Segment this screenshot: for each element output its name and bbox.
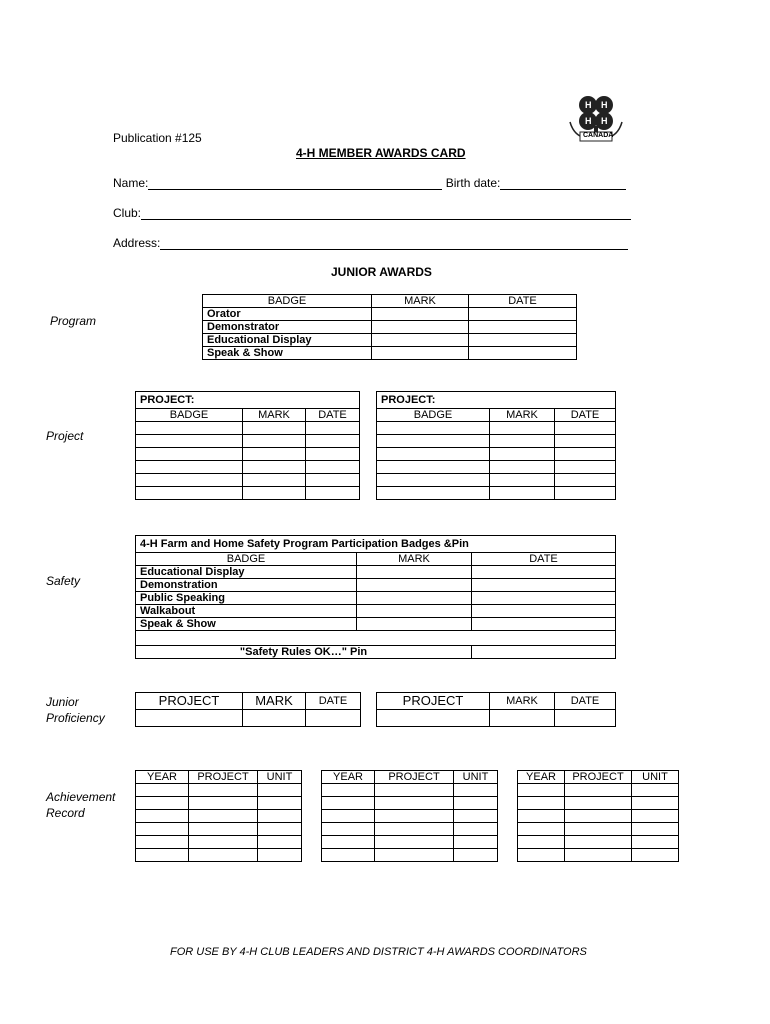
achievement-cell[interactable] (632, 849, 679, 862)
project-cell[interactable] (136, 422, 243, 435)
project-cell[interactable] (136, 435, 243, 448)
junior-awards-title: JUNIOR AWARDS (331, 265, 432, 279)
project-table-2 (376, 391, 616, 500)
achievement-table-3 (517, 770, 679, 862)
svg-text:H: H (601, 100, 608, 110)
project-title: PROJECT: (377, 392, 616, 409)
achievement-cell[interactable] (136, 849, 189, 862)
program-header-mark: MARK (372, 295, 469, 308)
program-table (202, 294, 577, 360)
achievement-cell[interactable] (518, 823, 565, 836)
project-cell[interactable] (490, 474, 555, 487)
proficiency-header-date: DATE (306, 693, 361, 710)
project-header-mark: MARK (490, 409, 555, 422)
project-cell[interactable] (490, 448, 555, 461)
achievement-header-year: YEAR (136, 771, 189, 784)
project-cell[interactable] (555, 487, 616, 500)
footer-note: FOR USE BY 4-H CLUB LEADERS AND DISTRICT 4-H AWARDS COORDINATORS (170, 946, 587, 958)
project-cell[interactable] (490, 461, 555, 474)
achievement-header-project: PROJECT (189, 771, 258, 784)
project-cell[interactable] (243, 487, 306, 500)
safety-header-badge: BADGE (136, 553, 357, 566)
safety-cell[interactable] (472, 566, 616, 579)
achievement-cell[interactable] (375, 797, 454, 810)
safety-cell[interactable] (472, 605, 616, 618)
club-line[interactable] (141, 206, 631, 220)
project-header-badge: BADGE (377, 409, 490, 422)
achievement-header-unit: UNIT (632, 771, 679, 784)
4h-canada-logo (566, 92, 626, 144)
proficiency-header-mark: MARK (490, 693, 555, 710)
program-row-label: Speak & Show (203, 347, 372, 360)
safety-row-label: Demonstration (136, 579, 357, 592)
project-cell[interactable] (377, 461, 490, 474)
program-header-date: DATE (469, 295, 577, 308)
achievement-cell[interactable] (322, 849, 375, 862)
proficiency-cell[interactable] (377, 710, 490, 727)
safety-header-mark: MARK (357, 553, 472, 566)
project-cell[interactable] (306, 461, 360, 474)
project-cell[interactable] (306, 435, 360, 448)
address-line[interactable] (160, 236, 628, 250)
program-cell[interactable] (372, 321, 469, 334)
project-cell[interactable] (243, 448, 306, 461)
achievement-cell[interactable] (189, 784, 258, 797)
achievement-cell[interactable] (565, 797, 632, 810)
program-cell[interactable] (372, 308, 469, 321)
achievement-cell[interactable] (454, 836, 498, 849)
safety-row-label: Educational Display (136, 566, 357, 579)
proficiency-cell[interactable] (306, 710, 361, 727)
name-field (113, 176, 626, 190)
safety-row-label: Walkabout (136, 605, 357, 618)
achievement-header-year: YEAR (322, 771, 375, 784)
safety-cell[interactable] (357, 579, 472, 592)
section-achievement: Achievement (46, 790, 116, 804)
proficiency-header-project: PROJECT (377, 693, 490, 710)
project-header-date: DATE (306, 409, 360, 422)
achievement-header-project: PROJECT (375, 771, 454, 784)
name-line[interactable] (148, 176, 442, 190)
achievement-header-unit: UNIT (258, 771, 302, 784)
project-cell[interactable] (555, 448, 616, 461)
safety-cell[interactable] (357, 592, 472, 605)
achievement-cell[interactable] (518, 784, 565, 797)
project-cell[interactable] (243, 422, 306, 435)
safety-row-label: Speak & Show (136, 618, 357, 631)
name-label: Name: (113, 176, 149, 190)
achievement-cell[interactable] (375, 784, 454, 797)
project-cell[interactable] (243, 461, 306, 474)
project-cell[interactable] (136, 461, 243, 474)
achievement-cell[interactable] (518, 836, 565, 849)
address-label: Address: (113, 236, 161, 250)
achievement-cell[interactable] (189, 849, 258, 862)
achievement-cell[interactable] (189, 797, 258, 810)
svg-text:H: H (585, 116, 592, 126)
program-row-label: Demonstrator (203, 321, 372, 334)
achievement-table-2 (321, 770, 498, 862)
achievement-cell[interactable] (565, 810, 632, 823)
project-cell[interactable] (306, 474, 360, 487)
section-program: Program (50, 314, 97, 328)
proficiency-cell[interactable] (490, 710, 555, 727)
project-header-mark: MARK (243, 409, 306, 422)
achievement-cell[interactable] (136, 784, 189, 797)
achievement-cell[interactable] (258, 823, 302, 836)
project-header-date: DATE (555, 409, 616, 422)
safety-cell[interactable] (472, 618, 616, 631)
achievement-cell[interactable] (322, 836, 375, 849)
achievement-cell[interactable] (454, 810, 498, 823)
safety-pin-label: "Safety Rules OK…" Pin (136, 646, 472, 659)
achievement-cell[interactable] (375, 836, 454, 849)
project-cell[interactable] (377, 448, 490, 461)
birth-date-label: Birth date: (445, 176, 501, 190)
safety-cell[interactable] (357, 605, 472, 618)
achievement-cell[interactable] (518, 849, 565, 862)
project-title: PROJECT: (136, 392, 360, 409)
project-table-1 (135, 391, 360, 500)
project-cell[interactable] (490, 487, 555, 500)
achievement-header-project: PROJECT (565, 771, 632, 784)
program-cell[interactable] (469, 347, 577, 360)
achievement-cell[interactable] (632, 836, 679, 849)
svg-text:H: H (601, 116, 608, 126)
achievement-cell[interactable] (565, 836, 632, 849)
program-cell[interactable] (469, 321, 577, 334)
project-cell[interactable] (490, 422, 555, 435)
section-proficiency: Proficiency (46, 711, 105, 725)
achievement-cell[interactable] (632, 810, 679, 823)
project-cell[interactable] (243, 474, 306, 487)
achievement-cell[interactable] (258, 810, 302, 823)
section-junior: Junior (46, 695, 79, 709)
project-cell[interactable] (555, 474, 616, 487)
program-header-badge: BADGE (203, 295, 372, 308)
safety-table (135, 535, 616, 659)
achievement-cell[interactable] (189, 810, 258, 823)
achievement-cell[interactable] (632, 797, 679, 810)
safety-spacer (136, 631, 616, 646)
proficiency-table-2 (376, 692, 616, 727)
section-record: Record (46, 806, 85, 820)
safety-row-label: Public Speaking (136, 592, 357, 605)
achievement-cell[interactable] (189, 836, 258, 849)
achievement-cell[interactable] (454, 784, 498, 797)
achievement-cell[interactable] (136, 823, 189, 836)
achievement-cell[interactable] (454, 797, 498, 810)
achievement-cell[interactable] (136, 797, 189, 810)
achievement-cell[interactable] (632, 784, 679, 797)
achievement-cell[interactable] (454, 823, 498, 836)
section-safety: Safety (46, 574, 81, 588)
project-cell[interactable] (555, 461, 616, 474)
project-cell[interactable] (306, 422, 360, 435)
safety-header-date: DATE (472, 553, 616, 566)
achievement-cell[interactable] (258, 836, 302, 849)
proficiency-cell[interactable] (555, 710, 616, 727)
project-cell[interactable] (377, 487, 490, 500)
club-field (113, 206, 631, 220)
project-cell[interactable] (377, 435, 490, 448)
club-label: Club: (113, 206, 142, 220)
project-header-badge: BADGE (136, 409, 243, 422)
achievement-header-unit: UNIT (454, 771, 498, 784)
achievement-cell[interactable] (322, 797, 375, 810)
program-cell[interactable] (372, 334, 469, 347)
project-cell[interactable] (555, 435, 616, 448)
program-row-label: Educational Display (203, 334, 372, 347)
achievement-cell[interactable] (454, 849, 498, 862)
achievement-cell[interactable] (632, 823, 679, 836)
project-cell[interactable] (306, 487, 360, 500)
achievement-table-1 (135, 770, 302, 862)
publication-number: Publication #125 (113, 131, 202, 145)
achievement-cell[interactable] (258, 849, 302, 862)
achievement-cell[interactable] (565, 784, 632, 797)
proficiency-header-mark: MARK (243, 693, 306, 710)
proficiency-table-1 (135, 692, 361, 727)
achievement-cell[interactable] (375, 849, 454, 862)
achievement-cell[interactable] (322, 784, 375, 797)
achievement-cell[interactable] (136, 836, 189, 849)
section-project: Project (46, 429, 84, 443)
project-cell[interactable] (306, 448, 360, 461)
program-cell[interactable] (372, 347, 469, 360)
project-cell[interactable] (136, 448, 243, 461)
program-row-label: Orator (203, 308, 372, 321)
achievement-header-year: YEAR (518, 771, 565, 784)
achievement-cell[interactable] (565, 849, 632, 862)
achievement-cell[interactable] (518, 797, 565, 810)
safety-pin-date[interactable] (472, 646, 616, 659)
project-cell[interactable] (377, 474, 490, 487)
project-cell[interactable] (377, 422, 490, 435)
achievement-cell[interactable] (189, 823, 258, 836)
achievement-cell[interactable] (322, 810, 375, 823)
safety-cell[interactable] (472, 592, 616, 605)
proficiency-header-project: PROJECT (136, 693, 243, 710)
safety-title: 4-H Farm and Home Safety Program Participation Badges &Pin (136, 536, 616, 553)
page-title: 4-H MEMBER AWARDS CARD (296, 146, 466, 160)
achievement-cell[interactable] (565, 823, 632, 836)
achievement-cell[interactable] (518, 810, 565, 823)
program-cell[interactable] (469, 334, 577, 347)
achievement-cell[interactable] (375, 810, 454, 823)
proficiency-header-date: DATE (555, 693, 616, 710)
safety-cell[interactable] (357, 566, 472, 579)
proficiency-cell[interactable] (243, 710, 306, 727)
project-cell[interactable] (136, 487, 243, 500)
project-cell[interactable] (555, 422, 616, 435)
address-field (113, 236, 628, 250)
project-cell[interactable] (243, 435, 306, 448)
achievement-cell[interactable] (322, 823, 375, 836)
achievement-cell[interactable] (258, 797, 302, 810)
project-cell[interactable] (490, 435, 555, 448)
achievement-cell[interactable] (258, 784, 302, 797)
birth-date-line[interactable] (500, 176, 626, 190)
svg-text:H: H (585, 100, 592, 110)
achievement-cell[interactable] (136, 810, 189, 823)
proficiency-cell[interactable] (136, 710, 243, 727)
logo-text: CANADA (583, 132, 614, 139)
program-cell[interactable] (469, 308, 577, 321)
project-cell[interactable] (136, 474, 243, 487)
achievement-cell[interactable] (375, 823, 454, 836)
safety-cell[interactable] (472, 579, 616, 592)
safety-cell[interactable] (357, 618, 472, 631)
